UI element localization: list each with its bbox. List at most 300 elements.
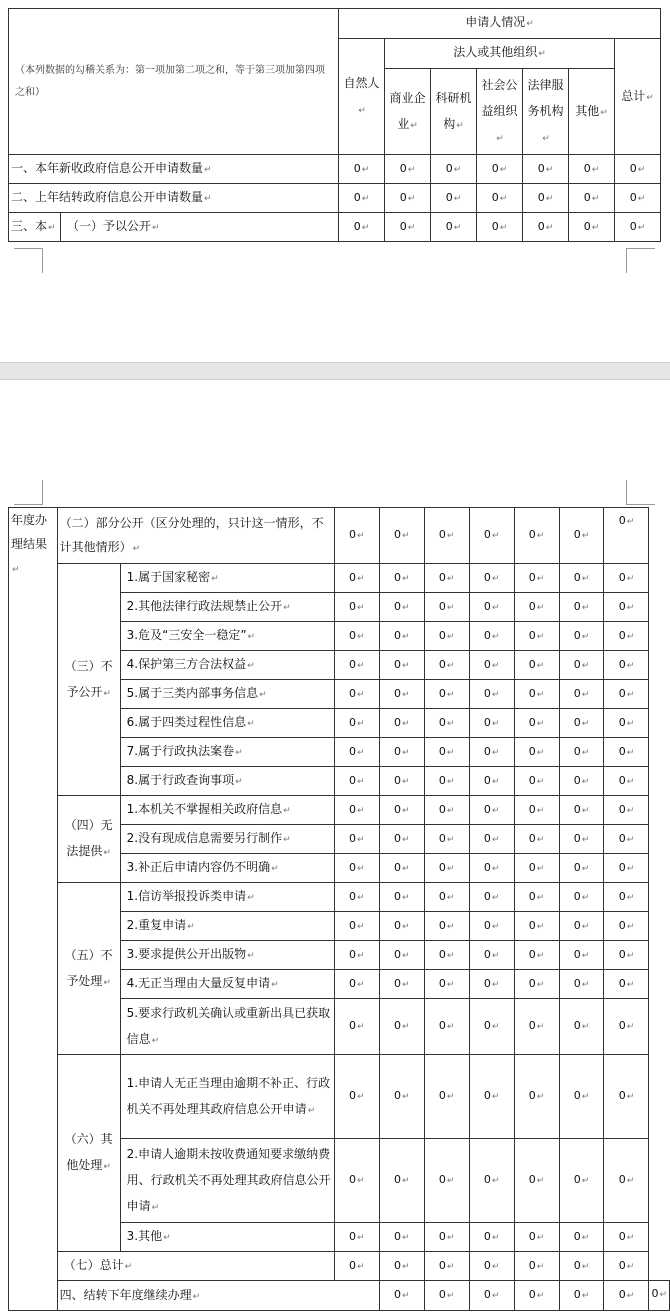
paragraph-mark: ↵ xyxy=(247,893,255,903)
paragraph-mark: ↵ xyxy=(581,1092,590,1102)
paragraph-mark: ↵ xyxy=(536,1261,545,1272)
value-cell: 0↵ xyxy=(604,1139,649,1223)
value-cell: 0↵ xyxy=(424,508,469,564)
paragraph-mark: ↵ xyxy=(581,1291,590,1301)
value-cell: 0↵ xyxy=(469,1055,514,1139)
paragraph-mark: ↵ xyxy=(401,718,410,729)
paragraph-mark: ↵ xyxy=(536,718,545,729)
paragraph-mark: ↵ xyxy=(401,602,410,613)
paragraph-mark: ↵ xyxy=(581,805,590,816)
paragraph-mark: ↵ xyxy=(491,531,500,541)
value-cell: 0↵ xyxy=(469,1281,514,1311)
paragraph-mark: ↵ xyxy=(626,747,635,758)
paragraph-mark: ↵ xyxy=(446,863,455,874)
value-cell: 0↵ xyxy=(604,1223,649,1252)
paragraph-mark: ↵ xyxy=(401,979,410,990)
value-cell: 0↵ xyxy=(604,999,649,1055)
paragraph-mark: ↵ xyxy=(103,848,111,858)
value-cell: 0↵ xyxy=(569,155,615,184)
paragraph-mark: ↵ xyxy=(536,950,545,961)
paragraph-mark: ↵ xyxy=(453,164,462,175)
paragraph-mark: ↵ xyxy=(357,631,365,642)
value-cell: 0↵ xyxy=(334,1252,379,1281)
paragraph-mark: ↵ xyxy=(163,1233,171,1243)
paragraph-mark: ↵ xyxy=(103,977,111,988)
value-cell: 0↵ xyxy=(604,883,649,912)
paragraph-mark: ↵ xyxy=(446,834,455,845)
paragraph-mark: ↵ xyxy=(357,573,365,584)
paragraph-mark: ↵ xyxy=(401,1176,410,1186)
paragraph-mark: ↵ xyxy=(151,1035,160,1046)
paragraph-mark: ↵ xyxy=(536,689,545,700)
paragraph-mark: ↵ xyxy=(12,565,20,575)
value-cell: 0↵ xyxy=(424,999,469,1055)
value-cell: 0↵ xyxy=(379,941,424,970)
table-row xyxy=(9,184,661,213)
paragraph-mark: ↵ xyxy=(536,1022,545,1032)
table-row xyxy=(9,883,670,912)
page-corner-marker xyxy=(14,480,43,505)
value-cell: 0↵ xyxy=(334,1139,379,1223)
paragraph-mark: ↵ xyxy=(491,660,500,671)
paragraph-mark: ↵ xyxy=(357,689,365,700)
row-label: （一）予以公开↵ xyxy=(61,213,339,242)
paragraph-mark: ↵ xyxy=(536,747,545,758)
paragraph-mark: ↵ xyxy=(626,1022,635,1032)
other-header: 其他↵ xyxy=(569,69,615,155)
value-cell: 0↵ xyxy=(523,213,569,242)
value-cell: 0↵ xyxy=(523,155,569,184)
paragraph-mark: ↵ xyxy=(401,776,410,787)
paragraph-mark: ↵ xyxy=(626,979,635,990)
paragraph-mark: ↵ xyxy=(357,531,365,541)
total-header: 总计↵ xyxy=(615,39,661,155)
value-cell: 0↵ xyxy=(569,184,615,213)
paragraph-mark: ↵ xyxy=(581,834,590,845)
paragraph-mark: ↵ xyxy=(247,632,256,642)
paragraph-mark: ↵ xyxy=(542,133,550,144)
value-cell: 0↵ xyxy=(379,825,424,854)
applicant-situation-header: 申请人情况↵ xyxy=(339,9,661,39)
paragraph-mark: ↵ xyxy=(361,164,370,175)
paragraph-mark: ↵ xyxy=(446,892,455,903)
value-cell: 0↵ xyxy=(424,564,469,593)
value-cell: 0↵ xyxy=(424,883,469,912)
paragraph-mark: ↵ xyxy=(581,689,590,700)
value-cell: 0↵ xyxy=(559,738,604,767)
table-row xyxy=(9,155,661,184)
paragraph-mark: ↵ xyxy=(491,892,500,903)
paragraph-mark: ↵ xyxy=(307,1105,316,1116)
paragraph-mark: ↵ xyxy=(283,603,291,613)
row-label: 4.保护第三方合法权益↵ xyxy=(120,651,334,680)
value-cell: 0↵ xyxy=(469,970,514,999)
value-cell: 0↵ xyxy=(514,1055,559,1139)
value-cell: 0↵ xyxy=(514,941,559,970)
application-table-part-1 xyxy=(8,8,661,242)
paragraph-mark: ↵ xyxy=(247,719,255,729)
value-cell: 0↵ xyxy=(604,941,649,970)
value-cell: 0↵ xyxy=(469,564,514,593)
value-cell: 0↵ xyxy=(469,854,514,883)
paragraph-mark: ↵ xyxy=(401,531,410,541)
legal-person-group-header: 法人或其他组织↵ xyxy=(385,39,615,69)
paragraph-mark: ↵ xyxy=(357,1232,365,1243)
value-cell: 0↵ xyxy=(334,767,379,796)
paragraph-mark: ↵ xyxy=(491,805,500,816)
value-cell: 0↵ xyxy=(514,854,559,883)
table-row xyxy=(9,1252,670,1281)
table-row xyxy=(9,213,661,242)
value-cell: 0↵ xyxy=(379,709,424,738)
value-cell: 0↵ xyxy=(334,1055,379,1139)
legal-service-header: 法律服务机构↵ xyxy=(523,69,569,155)
value-cell: 0↵ xyxy=(569,213,615,242)
paragraph-mark: ↵ xyxy=(401,573,410,584)
paragraph-mark: ↵ xyxy=(591,193,600,204)
paragraph-mark: ↵ xyxy=(491,1232,500,1243)
value-cell: 0↵ xyxy=(379,593,424,622)
value-cell: 0↵ xyxy=(604,1281,649,1311)
paragraph-mark: ↵ xyxy=(401,689,410,700)
row-label: 一、本年新收政府信息公开申请数量↵ xyxy=(9,155,339,184)
value-cell: 0↵ xyxy=(604,767,649,796)
paragraph-mark: ↵ xyxy=(446,805,455,816)
value-cell: 0↵ xyxy=(469,883,514,912)
paragraph-mark: ↵ xyxy=(581,950,590,961)
paragraph-mark: ↵ xyxy=(646,92,654,103)
value-cell: 0↵ xyxy=(559,564,604,593)
value-cell: 0↵ xyxy=(334,999,379,1055)
paragraph-mark: ↵ xyxy=(357,1261,365,1272)
value-cell: 0↵ xyxy=(424,593,469,622)
value-cell: 0↵ xyxy=(477,184,523,213)
row-category-prefix: 三、本↵ xyxy=(9,213,61,242)
paragraph-mark: ↵ xyxy=(192,1291,201,1302)
value-cell: 0↵ xyxy=(334,854,379,883)
paragraph-mark: ↵ xyxy=(361,193,370,204)
value-cell: 0↵ xyxy=(424,970,469,999)
value-cell: 0↵ xyxy=(334,564,379,593)
value-cell: 0↵ xyxy=(379,767,424,796)
paragraph-mark: ↵ xyxy=(407,222,416,233)
research-header: 科研机构↵ xyxy=(431,69,477,155)
application-table-part-2 xyxy=(8,507,670,1311)
value-cell: 0↵ xyxy=(424,738,469,767)
paragraph-mark: ↵ xyxy=(48,223,56,233)
social-welfare-header: 社会公益组织↵ xyxy=(477,69,523,155)
year-result-category: 年度办理结果↵ xyxy=(9,508,58,1311)
paragraph-mark: ↵ xyxy=(499,193,508,204)
page-break-gap xyxy=(0,362,670,380)
paragraph-mark: ↵ xyxy=(357,805,365,816)
paragraph-mark: ↵ xyxy=(491,602,500,613)
paragraph-mark: ↵ xyxy=(446,1022,455,1032)
paragraph-mark: ↵ xyxy=(453,193,462,204)
value-cell: 0↵ xyxy=(379,564,424,593)
paragraph-mark: ↵ xyxy=(581,776,590,787)
paragraph-mark: ↵ xyxy=(491,1176,500,1186)
value-cell: 0↵ xyxy=(424,680,469,709)
paragraph-mark: ↵ xyxy=(491,834,500,845)
row-label: 1.本机关不掌握相关政府信息↵ xyxy=(120,796,334,825)
paragraph-mark: ↵ xyxy=(491,1291,500,1301)
value-cell: 0↵ xyxy=(379,912,424,941)
value-cell: 0↵ xyxy=(424,796,469,825)
value-cell: 0↵ xyxy=(334,680,379,709)
table-row xyxy=(9,1281,670,1311)
paragraph-mark: ↵ xyxy=(536,921,545,932)
row-label: （七）总计↵ xyxy=(57,1252,334,1281)
paragraph-mark: ↵ xyxy=(401,892,410,903)
paragraph-mark: ↵ xyxy=(401,921,410,932)
value-cell: 0↵ xyxy=(424,1139,469,1223)
paragraph-mark: ↵ xyxy=(401,834,410,845)
value-cell: 0↵ xyxy=(334,1223,379,1252)
value-cell: 0↵ xyxy=(469,508,514,564)
value-cell: 0↵ xyxy=(604,709,649,738)
value-cell: 0↵ xyxy=(424,651,469,680)
row-label: 3.危及“三安全一稳定”↵ xyxy=(120,622,334,651)
value-cell: 0↵ xyxy=(559,680,604,709)
value-cell: 0↵ xyxy=(604,680,649,709)
paragraph-mark: ↵ xyxy=(536,776,545,787)
paragraph-mark: ↵ xyxy=(446,689,455,700)
value-cell: 0↵ xyxy=(385,184,431,213)
paragraph-mark: ↵ xyxy=(446,573,455,584)
paragraph-mark: ↵ xyxy=(271,980,279,990)
value-cell: 0↵ xyxy=(431,184,477,213)
paragraph-mark: ↵ xyxy=(626,834,635,845)
paragraph-mark: ↵ xyxy=(581,718,590,729)
paragraph-mark: ↵ xyxy=(453,222,462,233)
paragraph-mark: ↵ xyxy=(536,531,545,541)
value-cell: 0↵ xyxy=(334,796,379,825)
value-cell: 0↵ xyxy=(379,738,424,767)
value-cell: 0↵ xyxy=(514,825,559,854)
value-cell: 0↵ xyxy=(424,767,469,796)
row-label: 1.信访举报投诉类申请↵ xyxy=(120,883,334,912)
paragraph-mark: ↵ xyxy=(491,950,500,961)
paragraph-mark: ↵ xyxy=(536,1291,545,1301)
value-cell: 0↵ xyxy=(559,796,604,825)
paragraph-mark: ↵ xyxy=(637,164,646,175)
paragraph-mark: ↵ xyxy=(526,19,534,29)
value-cell: 0↵ xyxy=(469,941,514,970)
paragraph-mark: ↵ xyxy=(456,120,464,131)
paragraph-mark: ↵ xyxy=(491,1022,500,1032)
value-cell: 0↵ xyxy=(559,912,604,941)
value-cell: 0↵ xyxy=(379,1055,424,1139)
paragraph-mark: ↵ xyxy=(446,1232,455,1243)
relation-note-cell xyxy=(9,9,339,155)
value-cell: 0↵ xyxy=(559,883,604,912)
value-cell: 0↵ xyxy=(514,970,559,999)
paragraph-mark: ↵ xyxy=(581,747,590,758)
paragraph-mark: ↵ xyxy=(536,892,545,903)
paragraph-mark: ↵ xyxy=(626,660,635,671)
paragraph-mark: ↵ xyxy=(401,1232,410,1243)
paragraph-mark: ↵ xyxy=(446,1092,455,1102)
paragraph-mark: ↵ xyxy=(283,806,291,816)
row-label: 2.重复申请↵ xyxy=(120,912,334,941)
paragraph-mark: ↵ xyxy=(151,1202,160,1213)
value-cell: 0↵ xyxy=(514,564,559,593)
value-cell: 0↵ xyxy=(424,1281,469,1311)
value-cell: 0↵ xyxy=(424,709,469,738)
value-cell: 0↵ xyxy=(469,825,514,854)
paragraph-mark: ↵ xyxy=(626,1291,635,1301)
value-cell: 0↵ xyxy=(615,184,661,213)
paragraph-mark: ↵ xyxy=(536,631,545,642)
paragraph-mark: ↵ xyxy=(581,921,590,932)
row-label: 3.补正后申请内容仍不明确↵ xyxy=(120,854,334,883)
paragraph-mark: ↵ xyxy=(357,921,365,932)
value-cell: 0↵ xyxy=(649,1281,670,1311)
page-corner-marker xyxy=(14,248,43,273)
paragraph-mark: ↵ xyxy=(446,921,455,932)
group-label: （四）无法提供↵ xyxy=(57,796,120,883)
paragraph-mark: ↵ xyxy=(545,164,554,175)
paragraph-mark: ↵ xyxy=(491,631,500,642)
paragraph-mark: ↵ xyxy=(491,1261,500,1272)
value-cell: 0↵ xyxy=(424,825,469,854)
value-cell: 0↵ xyxy=(379,970,424,999)
paragraph-mark: ↵ xyxy=(626,1232,635,1243)
row-label: 2.申请人逾期未按收费通知要求缴纳费用、行政机关不再处理其政府信息公开申请↵ xyxy=(120,1139,334,1223)
document-page-2 xyxy=(0,380,670,1316)
value-cell: 0↵ xyxy=(379,1223,424,1252)
value-cell: 0↵ xyxy=(514,1281,559,1311)
paragraph-mark: ↵ xyxy=(357,747,365,758)
paragraph-mark: ↵ xyxy=(235,777,243,787)
value-cell: 0↵ xyxy=(379,854,424,883)
value-cell: 0↵ xyxy=(559,622,604,651)
value-cell: 0↵ xyxy=(604,651,649,680)
paragraph-mark: ↵ xyxy=(581,602,590,613)
value-cell: 0↵ xyxy=(514,508,559,564)
paragraph-mark: ↵ xyxy=(545,193,554,204)
paragraph-mark: ↵ xyxy=(600,107,608,118)
page-corner-marker xyxy=(626,248,655,273)
paragraph-mark: ↵ xyxy=(446,631,455,642)
value-cell: 0↵ xyxy=(334,883,379,912)
value-cell: 0↵ xyxy=(469,1139,514,1223)
value-cell: 0↵ xyxy=(514,999,559,1055)
row-label: 2.没有现成信息需要另行制作↵ xyxy=(120,825,334,854)
paragraph-mark: ↵ xyxy=(446,718,455,729)
value-cell: 0↵ xyxy=(334,912,379,941)
row-label: 8.属于行政查询事项↵ xyxy=(120,767,334,796)
value-cell: 0↵ xyxy=(469,709,514,738)
paragraph-mark: ↵ xyxy=(626,950,635,961)
value-cell: 0↵ xyxy=(477,155,523,184)
value-cell: 0↵ xyxy=(469,767,514,796)
value-cell: 0↵ xyxy=(604,796,649,825)
relation-note: （本列数据的勾稽关系为：第一项加第二项之和，等于第三项加第四项之和） xyxy=(15,64,325,98)
value-cell: 0↵ xyxy=(604,622,649,651)
document-page-1 xyxy=(0,0,670,362)
value-cell: 0↵ xyxy=(379,1252,424,1281)
paragraph-mark: ↵ xyxy=(446,776,455,787)
paragraph-mark: ↵ xyxy=(357,1022,365,1032)
row-label: 5.要求行政机关确认或重新出具已获取信息↵ xyxy=(120,999,334,1055)
paragraph-mark: ↵ xyxy=(446,950,455,961)
paragraph-mark: ↵ xyxy=(446,531,455,541)
value-cell: 0↵ xyxy=(379,883,424,912)
paragraph-mark: ↵ xyxy=(536,660,545,671)
value-cell: 0↵ xyxy=(559,1055,604,1139)
value-cell: 0↵ xyxy=(514,796,559,825)
paragraph-mark: ↵ xyxy=(446,1291,455,1301)
paragraph-mark: ↵ xyxy=(361,222,370,233)
value-cell: 0↵ xyxy=(431,213,477,242)
paragraph-mark: ↵ xyxy=(401,863,410,874)
table-row xyxy=(9,508,670,564)
paragraph-mark: ↵ xyxy=(491,718,500,729)
value-cell: 0↵ xyxy=(559,767,604,796)
paragraph-mark: ↵ xyxy=(659,1290,667,1300)
value-cell: 0↵ xyxy=(379,508,424,564)
value-cell: 0↵ xyxy=(469,999,514,1055)
value-cell: 0↵ xyxy=(514,767,559,796)
row-label: （二）部分公开（区分处理的，只计这一情形，不计其他情形）↵ xyxy=(57,508,334,564)
paragraph-mark: ↵ xyxy=(491,776,500,787)
value-cell: 0↵ xyxy=(604,564,649,593)
paragraph-mark: ↵ xyxy=(626,776,635,787)
value-cell: 0↵ xyxy=(604,1252,649,1281)
value-cell: 0↵ xyxy=(523,184,569,213)
paragraph-mark: ↵ xyxy=(357,1176,365,1186)
paragraph-mark: ↵ xyxy=(538,49,546,59)
value-cell: 0↵ xyxy=(604,1055,649,1139)
paragraph-mark: ↵ xyxy=(491,689,500,700)
value-cell: 0↵ xyxy=(334,622,379,651)
row-label: 6.属于四类过程性信息↵ xyxy=(120,709,334,738)
paragraph-mark: ↵ xyxy=(401,1092,410,1102)
paragraph-mark: ↵ xyxy=(626,517,635,527)
paragraph-mark: ↵ xyxy=(401,631,410,642)
value-cell: 0↵ xyxy=(379,680,424,709)
paragraph-mark: ↵ xyxy=(357,1092,365,1102)
value-cell: 0↵ xyxy=(424,941,469,970)
paragraph-mark: ↵ xyxy=(132,543,141,554)
paragraph-mark: ↵ xyxy=(591,164,600,175)
paragraph-mark: ↵ xyxy=(626,1176,635,1186)
paragraph-mark: ↵ xyxy=(247,951,255,961)
paragraph-mark: ↵ xyxy=(357,950,365,961)
row-label: 7.属于行政执法案卷↵ xyxy=(120,738,334,767)
paragraph-mark: ↵ xyxy=(496,133,504,144)
paragraph-mark: ↵ xyxy=(581,660,590,671)
group-label: （五）不予处理↵ xyxy=(57,883,120,1055)
value-cell: 0↵ xyxy=(469,912,514,941)
row-label: 1.申请人无正当理由逾期不补正、行政机关不再处理其政府信息公开申请↵ xyxy=(120,1055,334,1139)
value-cell: 0↵ xyxy=(559,709,604,738)
paragraph-mark: ↵ xyxy=(357,834,365,845)
value-cell: 0↵ xyxy=(514,709,559,738)
value-cell: 0↵ xyxy=(379,796,424,825)
paragraph-mark: ↵ xyxy=(591,222,600,233)
paragraph-mark: ↵ xyxy=(357,660,365,671)
paragraph-mark: ↵ xyxy=(637,193,646,204)
table-row xyxy=(9,1055,670,1139)
paragraph-mark: ↵ xyxy=(536,1176,545,1186)
paragraph-mark: ↵ xyxy=(626,863,635,874)
value-cell: 0↵ xyxy=(334,593,379,622)
paragraph-mark: ↵ xyxy=(581,979,590,990)
value-cell: 0↵ xyxy=(424,1055,469,1139)
